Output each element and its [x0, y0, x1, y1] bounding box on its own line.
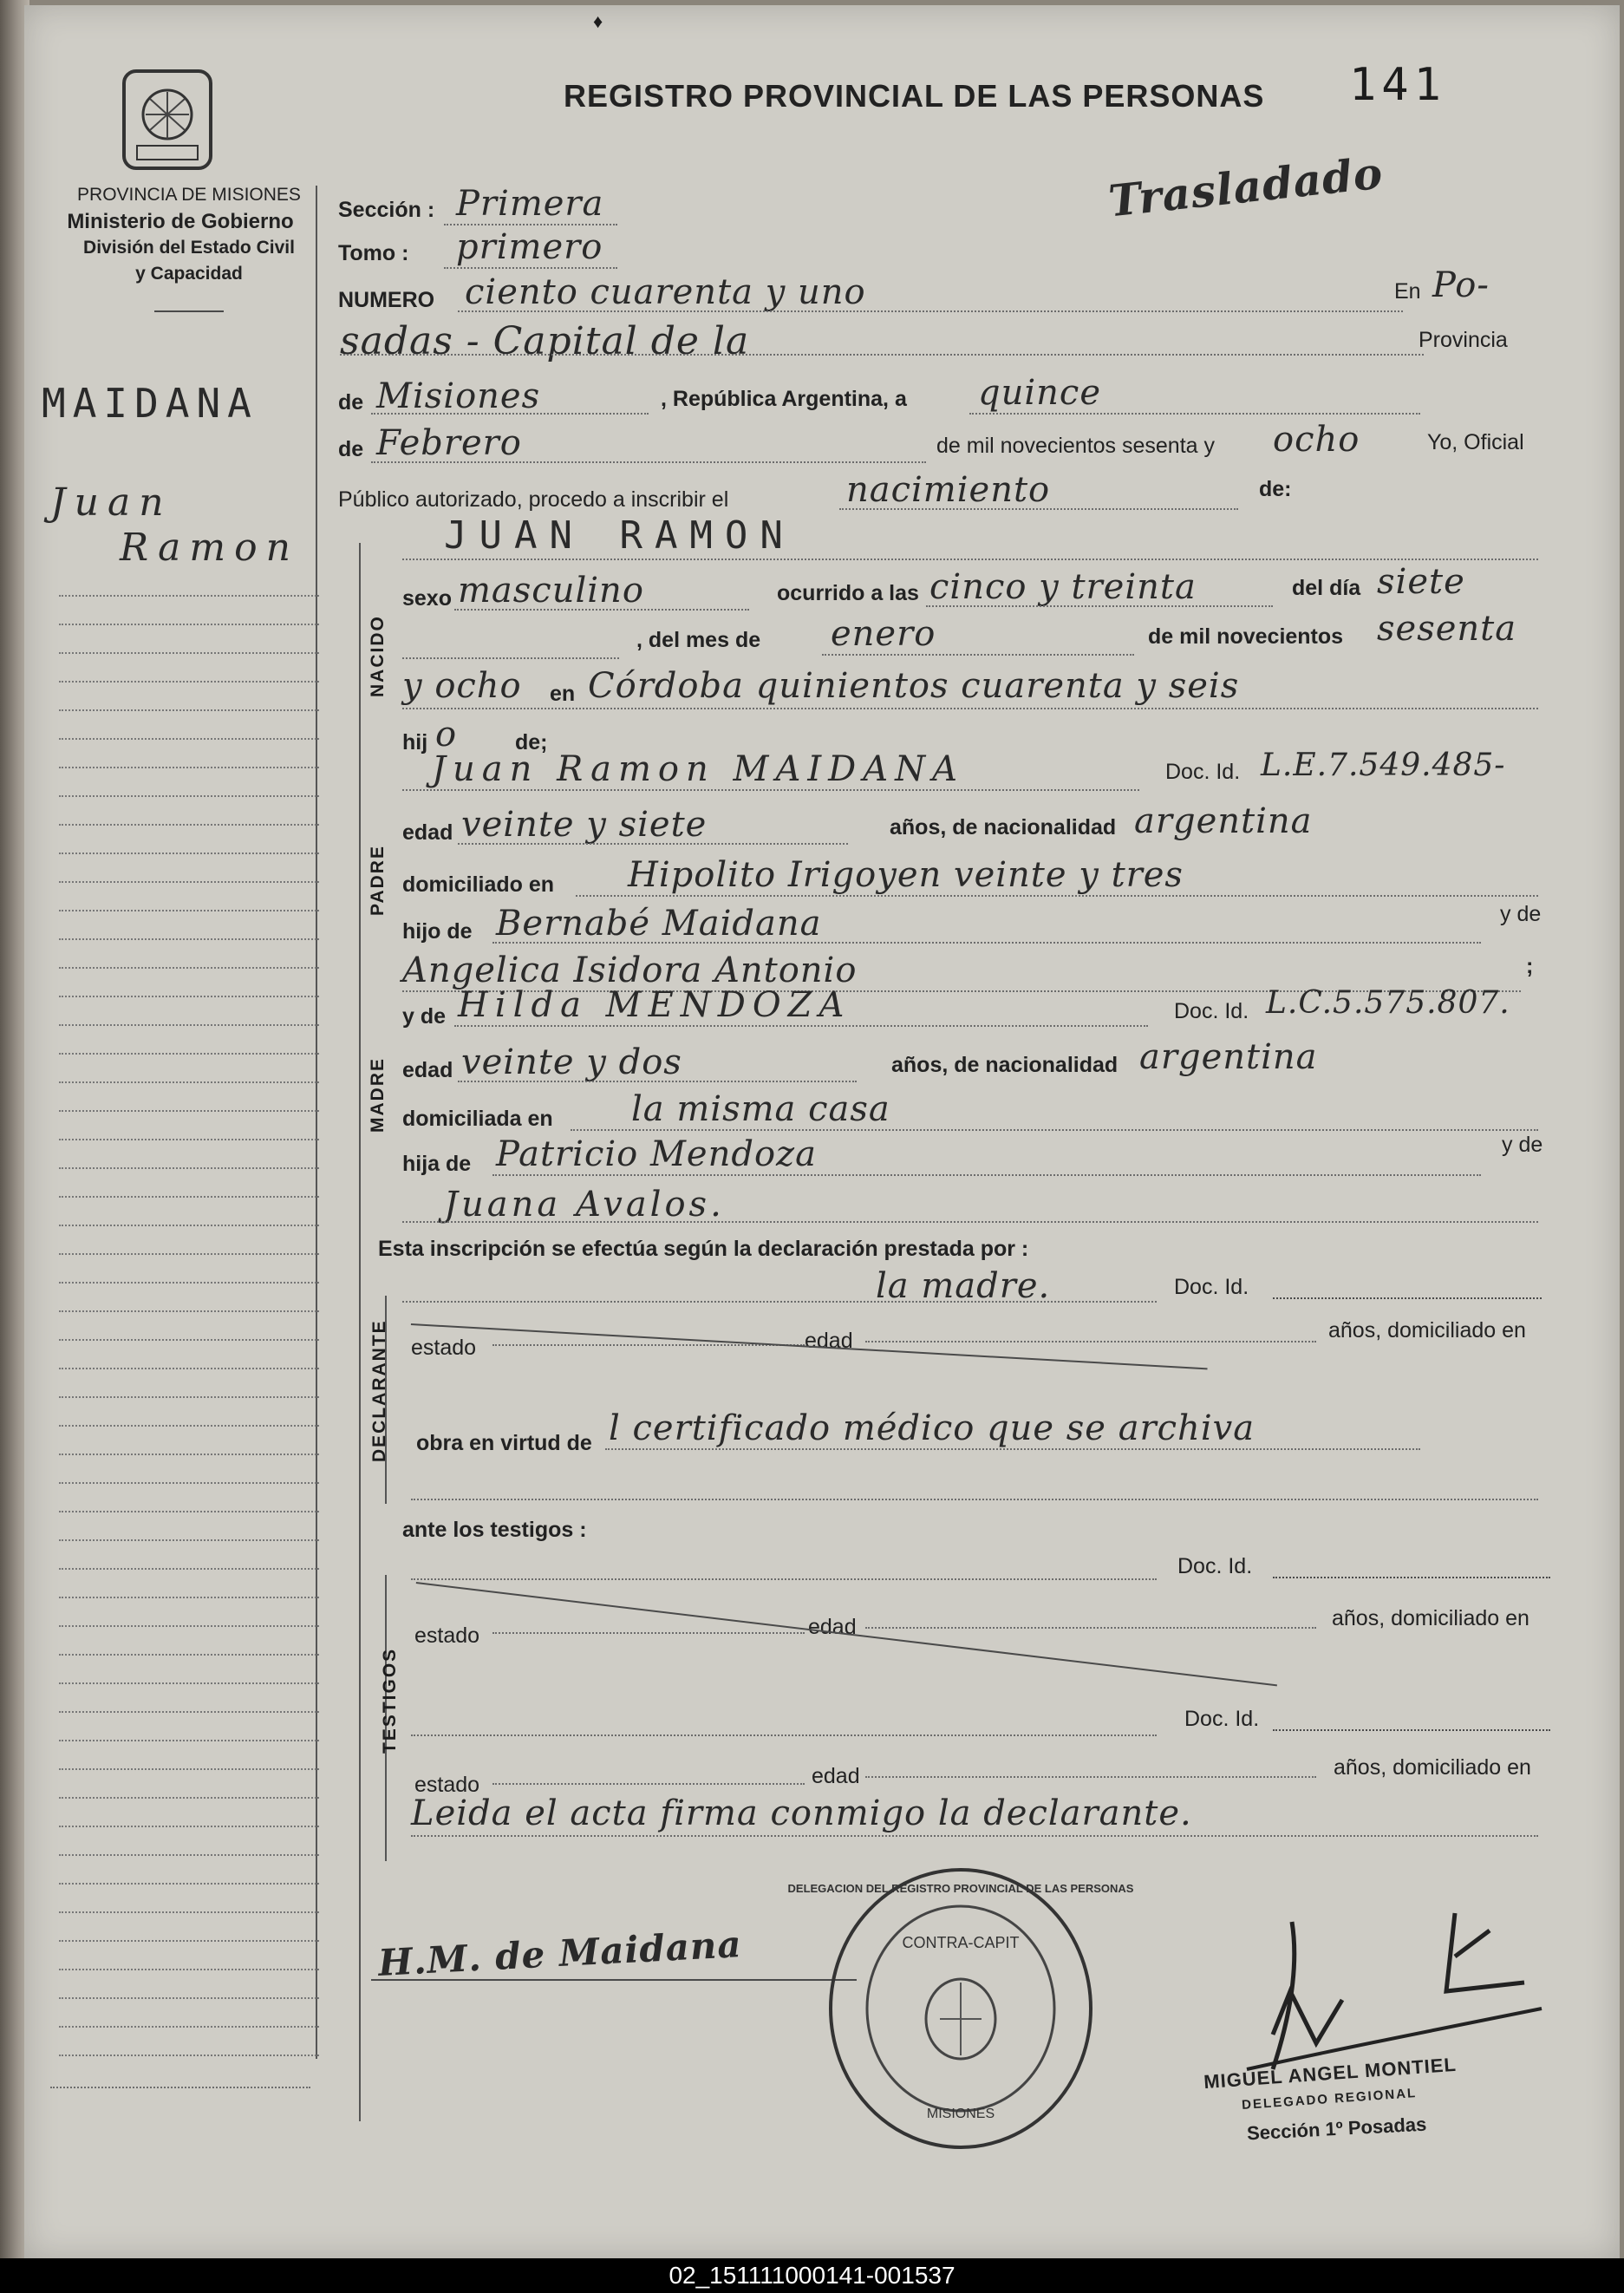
- time-rule: [926, 605, 1273, 607]
- office-line-4: y Capacidad: [135, 264, 243, 284]
- birth-month-rule: [822, 654, 1134, 656]
- del-dia-label: del día: [1292, 576, 1361, 600]
- margin-ruled-line: [59, 1568, 319, 1570]
- witness2-anos-dom: años, domiciliado en: [1334, 1755, 1531, 1780]
- margin-ruled-line: [59, 795, 319, 797]
- official-title: DELEGADO REGIONAL: [1241, 2085, 1418, 2113]
- margin-ruled-line: [59, 1282, 319, 1284]
- obra-label: obra en virtud de: [416, 1431, 592, 1455]
- declarant-signature-rule: [371, 1979, 857, 1981]
- office-line-1: PROVINCIA DE MISIONES: [77, 185, 301, 205]
- margin-ruled-line: [59, 938, 319, 940]
- witness2-edad-label: edad: [812, 1764, 860, 1788]
- father-rule: [402, 789, 1139, 791]
- obra-value: l certificado médico que se archiva: [609, 1408, 1256, 1448]
- newborn-name: JUAN RAMON: [444, 513, 795, 558]
- status-note: Trasladado: [1105, 147, 1386, 227]
- sexo-rule: [454, 609, 749, 611]
- margin-ruled-line: [59, 1110, 319, 1112]
- office-line-2: Ministerio de Gobierno: [67, 210, 294, 233]
- mil-label: de mil novecientos: [1148, 624, 1344, 649]
- mother-edad-label: edad: [402, 1058, 453, 1082]
- margin-ruled-line: [59, 1053, 319, 1055]
- time-value: cinco y treinta: [929, 567, 1197, 607]
- margin-ruled-line: [59, 624, 319, 625]
- city-rule: [340, 354, 1424, 356]
- margin-ruled-line: [59, 1396, 319, 1398]
- margin-ruled-line: [59, 1539, 319, 1541]
- provincia-label: Provincia: [1419, 328, 1508, 352]
- top-ornament-icon: ♦: [593, 10, 603, 32]
- numero-label: NUMERO: [338, 288, 435, 312]
- obra-rule: [605, 1448, 1420, 1450]
- margin-ruled-line: [59, 1654, 319, 1656]
- hijo-label: hij: [402, 730, 428, 755]
- maternal-grandfather-value: Patricio Mendoza: [496, 1134, 817, 1174]
- tomo-label: Tomo :: [338, 241, 409, 265]
- witness1-doc-rule: [1273, 1577, 1550, 1578]
- father-semicolon: ;: [1526, 954, 1534, 978]
- mother-hija-de: hija de: [402, 1152, 472, 1176]
- margin-ruled-line: [59, 1511, 319, 1512]
- margin-ruled-line: [59, 709, 319, 711]
- father-hijo-de: hijo de: [402, 919, 473, 944]
- day-cont-rule: [402, 657, 619, 659]
- margin-ruled-line: [59, 1425, 319, 1427]
- mes-label: , del mes de: [636, 628, 761, 652]
- margin-ruled-line: [59, 824, 319, 826]
- margin-ruled-line: [59, 1740, 319, 1741]
- margin-ruled-line: [59, 1768, 319, 1770]
- seccion-value: Primera: [456, 184, 604, 224]
- numero-value: ciento cuarenta y uno: [465, 272, 866, 312]
- father-edad-rule: [458, 843, 848, 845]
- margin-ruled-line: [59, 1682, 319, 1684]
- witness2-estado-label: estado: [414, 1773, 480, 1797]
- margin-ruled-line: [59, 967, 319, 969]
- sexo-label: sexo: [402, 586, 452, 611]
- page-title: REGISTRO PROVINCIAL DE LAS PERSONAS: [564, 78, 1265, 114]
- witness2-doc-label: Doc. Id.: [1184, 1707, 1260, 1731]
- margin-ruled-line: [59, 1826, 319, 1827]
- tomo-rule: [444, 267, 617, 269]
- official-name: MIGUEL ANGEL MONTIEL: [1203, 2053, 1458, 2094]
- margin-ruled-line: [59, 1081, 319, 1083]
- margin-ruled-line: [59, 1253, 319, 1255]
- official-section: Sección 1º Posadas: [1246, 2113, 1427, 2145]
- margin-ruled-line: [59, 1711, 319, 1713]
- margin-ruled-line: [59, 767, 319, 768]
- margin-ruled-line: [59, 1969, 319, 1970]
- margin-ruled-line: [59, 1482, 319, 1484]
- day-value: quince: [978, 373, 1101, 413]
- yo-oficial: Yo, Oficial: [1427, 430, 1524, 454]
- declarante-intro: Esta inscripción se efectúa según la declaración prestada por :: [378, 1237, 1029, 1261]
- father-dom-rule: [576, 895, 1538, 897]
- declarant-anos-dom: años, domiciliado en: [1328, 1318, 1526, 1342]
- margin-given-2: Ramon: [120, 526, 299, 570]
- margin-ruled-line: [59, 1368, 319, 1369]
- father-doc-value: L.E.7.549.485-: [1261, 748, 1506, 783]
- margin-ruled-line: [59, 2055, 319, 2056]
- witness2-doc-rule: [1273, 1729, 1550, 1731]
- publico-text: Público autorizado, procedo a inscribir el: [338, 487, 729, 512]
- margin-ruled-line: [59, 1940, 319, 1942]
- section-padre: PADRE: [368, 845, 388, 916]
- newborn-rule: [402, 559, 1538, 560]
- paternal-grandfather-value: Bernabé Maidana: [496, 904, 822, 944]
- margin-ruled-line: [59, 738, 319, 740]
- en-value: Po-: [1432, 265, 1490, 305]
- place-en-label: en: [550, 682, 576, 706]
- father-edad-value: veinte y siete: [461, 805, 708, 845]
- witness2-edad-rule: [865, 1776, 1316, 1778]
- month-value: Febrero: [376, 423, 522, 463]
- margin-ruled-line: [59, 1997, 319, 1999]
- year-text: de mil novecientos sesenta y: [936, 434, 1216, 458]
- de-colon: de:: [1259, 477, 1292, 501]
- mother-y-de: y de: [402, 1004, 447, 1029]
- margin-ruled-line: [59, 2026, 319, 2028]
- act-number: 141: [1349, 59, 1446, 111]
- mother-edad-rule: [458, 1081, 857, 1082]
- mother-anos-nac: años, de nacionalidad: [891, 1053, 1119, 1077]
- mother-name: Hilda MENDOZA: [458, 985, 851, 1025]
- declarant-estado-label: estado: [411, 1336, 477, 1360]
- registry-stamp: [787, 1861, 1134, 2156]
- margin-ruled-line: [59, 652, 319, 654]
- province-value: Misiones: [376, 376, 541, 416]
- section-bracket-line: [359, 543, 361, 2121]
- witness1-edad-rule: [865, 1627, 1316, 1629]
- hijo-suffix: o: [435, 715, 458, 755]
- margin-ruled-line: [59, 1911, 319, 1913]
- mother-edad-value: veinte y dos: [461, 1042, 682, 1082]
- margin-ruled-line: [59, 1797, 319, 1799]
- de-semicolon: de;: [515, 730, 548, 755]
- father-anos-nac: años, de nacionalidad: [890, 815, 1117, 839]
- republica-text: , República Argentina, a: [661, 387, 907, 411]
- father-y-de: y de: [1500, 902, 1542, 926]
- declarant-doc-rule: [1273, 1297, 1542, 1299]
- witness1-estado-label: estado: [414, 1623, 480, 1648]
- father-name: Juan Ramon MAIDANA: [432, 749, 964, 789]
- witness1-estado-rule: [492, 1632, 805, 1634]
- mother-doc-value: L.C.5.575.807.: [1266, 985, 1510, 1021]
- margin-ruled-line: [59, 1454, 319, 1455]
- birth-place-rule: [402, 708, 1538, 709]
- declarant-edad-label: edad: [805, 1329, 853, 1353]
- section-nacido: NACIDO: [368, 615, 388, 697]
- de-label-2: de: [338, 437, 364, 461]
- father-nac-value: argentina: [1134, 801, 1313, 841]
- maternal-grandmother-value: Juana Avalos.: [444, 1185, 725, 1225]
- tomo-value: primero: [456, 227, 603, 267]
- mother-dom-value: la misma casa: [631, 1089, 890, 1129]
- year-value: ocho: [1273, 420, 1360, 460]
- witness1-name-rule: [411, 1578, 1157, 1580]
- margin-ruled-line: [59, 1196, 319, 1198]
- province-rule: [371, 413, 649, 415]
- obra-rule-2: [411, 1499, 1538, 1500]
- closing-rule: [411, 1835, 1538, 1837]
- testigos-intro: ante los testigos :: [402, 1518, 587, 1542]
- numero-rule: [458, 310, 1403, 312]
- margin-surname: MAIDANA: [42, 380, 258, 427]
- birth-year-value-2: y ocho: [402, 666, 522, 706]
- ocurrido-label: ocurrido a las: [777, 581, 919, 605]
- office-underline: [154, 310, 224, 312]
- margin-ruled-line: [59, 1625, 319, 1627]
- birth-day-value: siete: [1377, 562, 1465, 602]
- stamp-text-top: DELEGACION DEL REGISTRO PROVINCIAL DE LAS PERSONAS: [787, 1882, 1134, 1895]
- margin-ruled-line: [59, 1024, 319, 1026]
- margin-ruled-line: [59, 681, 319, 683]
- mother-doc-label: Doc. Id.: [1174, 999, 1249, 1023]
- month-rule: [371, 461, 926, 463]
- margin-divider: [316, 186, 317, 2059]
- maternal-grandmother-rule: [402, 1221, 1538, 1223]
- mother-nac-value: argentina: [1139, 1037, 1318, 1077]
- declarant-name-rule: [402, 1301, 1157, 1303]
- paternal-grandfather-rule: [492, 942, 1481, 944]
- father-dom-value: Hipolito Irigoyen veinte y tres: [628, 855, 1184, 895]
- closing-statement: Leida el acta firma conmigo la declarante.: [411, 1793, 1192, 1833]
- sexo-value: masculino: [458, 571, 644, 611]
- witness2-name-rule: [411, 1734, 1157, 1736]
- father-edad-label: edad: [402, 820, 453, 845]
- declarant-name-value: la madre.: [876, 1266, 1051, 1306]
- margin-ruled-line: [59, 1139, 319, 1140]
- mother-y-de-2: y de: [1502, 1133, 1543, 1157]
- margin-ruled-line: [59, 1310, 319, 1312]
- register-page: [24, 5, 1620, 2260]
- margin-given-1: Juan: [50, 480, 173, 525]
- margin-ruled-line: [59, 1167, 319, 1169]
- section-testigos: TESTIGOS: [380, 1647, 400, 1754]
- birth-month-value: enero: [831, 614, 936, 654]
- city-continued: sadas - Capital de la: [340, 319, 750, 363]
- seccion-label: Sección :: [338, 198, 435, 222]
- margin-ruled-line: [59, 1339, 319, 1341]
- act-type-rule: [839, 508, 1238, 510]
- margin-ruled-line: [59, 910, 319, 911]
- day-rule: [969, 413, 1420, 415]
- witness1-edad-label: edad: [808, 1615, 857, 1639]
- father-doc-label: Doc. Id.: [1165, 760, 1241, 784]
- margin-ruled-line: [59, 1854, 319, 1856]
- witness1-doc-label: Doc. Id.: [1177, 1554, 1253, 1578]
- margin-ruled-line: [59, 1225, 319, 1226]
- stamp-text-bottom: MISIONES: [926, 2107, 995, 2121]
- witness-strike-line: [416, 1582, 1277, 1686]
- witness1-anos-dom: años, domiciliado en: [1332, 1606, 1529, 1630]
- margin-ruled-line: [59, 1597, 319, 1598]
- margin-ruled-line: [59, 881, 319, 883]
- section-madre: MADRE: [368, 1057, 388, 1133]
- declarant-doc-label: Doc. Id.: [1174, 1275, 1249, 1299]
- margin-ruled-line: [59, 996, 319, 997]
- en-label: En: [1394, 279, 1421, 304]
- margin-ruled-line: [59, 1883, 319, 1885]
- margin-ruled-line: [59, 853, 319, 854]
- mother-rule: [454, 1025, 1148, 1027]
- mother-dom-label: domiciliada en: [402, 1107, 553, 1131]
- de-label: de: [338, 390, 364, 415]
- left-bottom-rule: [50, 2087, 310, 2088]
- declarant-signature: H.M. de Maidana: [377, 1923, 743, 1984]
- file-caption: 02_151111000141-001537: [0, 2258, 1624, 2293]
- section-declarante: DECLARANTE: [369, 1319, 389, 1462]
- province-seal-icon: [111, 62, 224, 175]
- mother-dom-rule: [571, 1129, 1538, 1131]
- father-dom-label: domiciliado en: [402, 872, 555, 897]
- maternal-grandfather-rule: [492, 1174, 1481, 1176]
- paternal-grandmother-value: Angelica Isidora Antonio: [402, 951, 858, 990]
- stamp-text-middle: CONTRA-CAPIT: [902, 1934, 1020, 1951]
- birth-year-value-1: sesenta: [1377, 609, 1517, 649]
- declarant-edad-rule: [865, 1341, 1316, 1342]
- office-line-3: División del Estado Civil: [83, 238, 295, 258]
- birth-place-value: Córdoba quinientos cuarenta y seis: [588, 666, 1240, 706]
- witness2-estado-rule: [492, 1783, 805, 1785]
- act-type-value: nacimiento: [846, 470, 1051, 510]
- margin-ruled-line: [59, 595, 319, 597]
- seccion-rule: [444, 224, 617, 225]
